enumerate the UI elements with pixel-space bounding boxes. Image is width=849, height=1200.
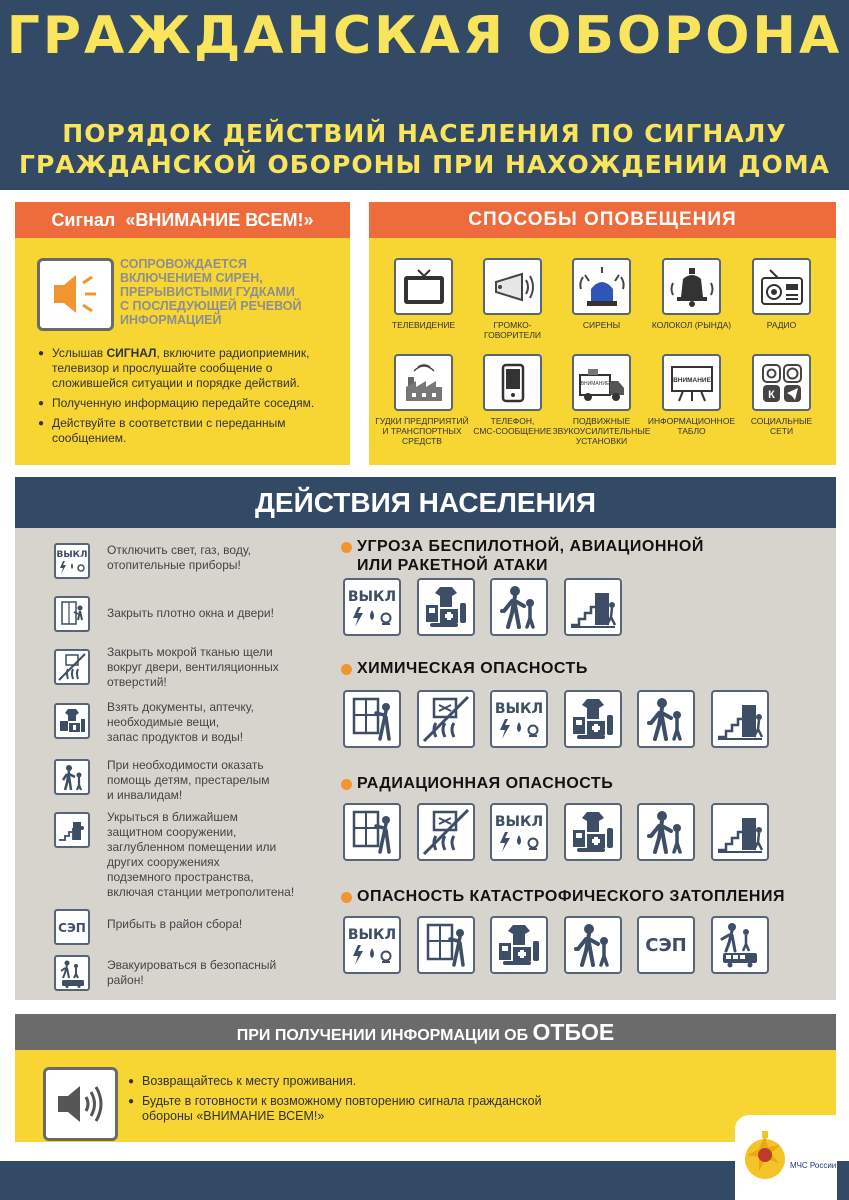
legend-text-shelter [107, 810, 322, 900]
evacuate-icon [54, 955, 90, 991]
help-people-icon [637, 803, 695, 861]
label-text: ТЕЛЕФОН, СМС-СООБЩЕНИЕ [473, 416, 552, 436]
category-bullet [341, 892, 352, 903]
truck-icon [572, 354, 631, 411]
method-label-sirens: СИРЕНЫ [582, 320, 621, 330]
social-icon [752, 354, 811, 411]
seal-vent-icon [417, 690, 475, 748]
category-title-text: УГРОЗА БЕСПИЛОТНОЙ, АВИАЦИОННОЙ ИЛИ РАКЕТНОЙ АТАКИ [357, 538, 704, 574]
switch-off-icon [343, 578, 401, 636]
shelter-icon [711, 690, 769, 748]
board-label: ВНИМАНИЕ [672, 376, 711, 384]
phone-icon [483, 354, 542, 411]
help-people-icon [490, 578, 548, 636]
page-title: ГРАЖДАНСКАЯ ОБОРОНА [6, 6, 843, 66]
category-title-air-attack [357, 537, 827, 575]
category-bullet [341, 664, 352, 675]
shelter-icon [711, 803, 769, 861]
svg-text:ВЫКЛ: ВЫКЛ [347, 589, 397, 605]
legend-text-sep [107, 917, 322, 932]
all-clear-header [15, 1014, 836, 1050]
legend-text-help [107, 758, 322, 803]
method-label-loudspeaker [466, 320, 559, 340]
legend-text: Прибыть в район сбора! [107, 917, 243, 931]
switch-off-icon [54, 543, 90, 579]
bullet-text: , включите радиоприемник, телевизор и прослушайте сообщение о сложившейся ситуации и порядке действий. [52, 346, 310, 390]
signal-title-prefix: Сигнал [51, 210, 116, 230]
seal-vent-icon [54, 649, 90, 685]
svg-text:ВНИМАНИЕ: ВНИМАНИЕ [580, 380, 609, 387]
category-bullet [341, 542, 352, 553]
label-text: ГРОМКО- ГОВОРИТЕЛИ [483, 320, 542, 340]
help-people-icon [637, 690, 695, 748]
method-label-factory [372, 416, 472, 446]
siren-speaker-icon [37, 258, 114, 331]
method-label-radio: РАДИО [766, 320, 797, 330]
footer-bar [0, 1161, 849, 1200]
signal-bullet-2: ● Полученную информацию передайте соседям. [38, 396, 338, 411]
signal-instructions [38, 346, 338, 451]
legend-text: Эвакуироваться в безопасный район! [107, 958, 277, 987]
method-label-phone [464, 416, 561, 436]
svg-text:СЭП: СЭП [645, 935, 687, 956]
documents-kit-icon [490, 916, 548, 974]
legend-text-switch-off [107, 543, 322, 573]
loudspeaker-icon [483, 258, 542, 315]
close-window-icon [417, 916, 475, 974]
legend-text-close-windows [107, 606, 322, 621]
documents-kit-icon [54, 703, 90, 739]
subtitle-line-1: ПОРЯДОК ДЕЙСТВИЙ НАСЕЛЕНИЯ ПО СИГНАЛУ [62, 119, 787, 148]
documents-kit-icon [564, 690, 622, 748]
evacuate-icon [711, 916, 769, 974]
legend-text: Закрыть плотно окна и двери! [107, 606, 274, 620]
svg-text:ВЫКЛ: ВЫКЛ [347, 927, 397, 943]
all-clear-title: ПРИ ПОЛУЧЕНИИ ИНФОРМАЦИИ ОБ [236, 1027, 533, 1044]
close-window-icon [343, 690, 401, 748]
signal-panel-header [15, 202, 350, 238]
method-label-info-board [643, 416, 740, 436]
legend-text: Взять документы, аптечку, необходимые вещи, запас продуктов и воды! [107, 700, 254, 744]
switch-off-icon [490, 803, 548, 861]
category-title-chemical: ХИМИЧЕСКАЯ ОПАСНОСТЬ [357, 660, 588, 677]
method-label-tv: ТЕЛЕВИДЕНИЕ [391, 320, 456, 330]
label-text: ИНФОРМАЦИОННОЕ ТАБЛО [647, 416, 736, 436]
svg-text:ВЫКЛ: ВЫКЛ [494, 701, 544, 717]
bullet-text: Услышав [52, 346, 107, 360]
documents-kit-icon [564, 803, 622, 861]
help-people-icon [564, 916, 622, 974]
method-label-bell: КОЛОКОЛ (РЫНДА) [651, 320, 732, 330]
factory-icon [394, 354, 453, 411]
documents-kit-icon [417, 578, 475, 636]
page-subtitle [0, 118, 849, 180]
help-people-icon [54, 759, 90, 795]
all-clear-instructions [128, 1074, 548, 1129]
svg-text:К: К [767, 388, 775, 401]
legend-text: Закрыть мокрой тканью щели вокруг двери, вентиляционных отверстий! [107, 645, 279, 689]
signal-bullet-3: ● Действуйте в соответствии с переданным сообщением. [38, 416, 338, 446]
signal-desc-line: ВКЛЮЧЕНИЕМ СИРЕН, [120, 271, 263, 285]
legend-text: При необходимости оказать помощь детям, престарелым и инвалидам! [107, 758, 270, 802]
switch-off-icon [490, 690, 548, 748]
svg-text:ВЫКЛ: ВЫКЛ [494, 814, 544, 830]
label-text: ГУДКИ ПРЕДПРИЯТИЙ И ТРАНСПОРТНЫХ СРЕДСТВ [375, 416, 469, 446]
siren-icon [572, 258, 631, 315]
label-text: СОЦИАЛЬНЫЕ СЕТИ [750, 416, 813, 436]
actions-header: ДЕЙСТВИЯ НАСЕЛЕНИЯ [15, 477, 836, 528]
method-label-mobile-units [550, 416, 653, 446]
legend-text-seal-vents [107, 645, 322, 690]
category-bullet [341, 779, 352, 790]
board-icon [662, 354, 721, 411]
signal-desc-line: ИНФОРМАЦИЕЙ [120, 313, 222, 327]
emercom-logo-text: МЧС России [790, 1161, 837, 1170]
subtitle-line-2: ГРАЖДАНСКОЙ ОБОРОНЫ ПРИ НАХОЖДЕНИИ ДОМА [19, 150, 830, 179]
shelter-icon [564, 578, 622, 636]
vykl-label: ВЫКЛ [56, 550, 88, 560]
legend-text: Отключить свет, газ, воду, отопительные приборы! [107, 543, 251, 572]
signal-description [120, 257, 320, 327]
label-text: ПОДВИЖНЫЕ ЗВУКОУСИЛИТЕЛЬНЫЕ УСТАНОВКИ [552, 416, 651, 446]
legend-text-evacuate [107, 958, 322, 988]
close-window-icon [54, 596, 90, 632]
signal-title-name: «ВНИМАНИЕ ВСЕМ!» [125, 210, 314, 230]
signal-bullet-1 [38, 346, 338, 391]
emercom-logo [735, 1115, 837, 1200]
signal-desc-line: СОПРОВОЖДАЕТСЯ [120, 257, 247, 271]
close-window-icon [343, 803, 401, 861]
category-title-radiation: РАДИАЦИОННАЯ ОПАСНОСТЬ [357, 775, 614, 792]
sep-icon [54, 909, 90, 945]
legend-text-documents [107, 700, 322, 745]
signal-desc-line: ПРЕРЫВИСТЫМИ ГУДКАМИ [120, 285, 295, 299]
methods-panel-header: СПОСОБЫ ОПОВЕЩЕНИЯ [369, 202, 836, 238]
all-clear-title-emphasis: ОТБОЕ [532, 1019, 615, 1045]
tv-icon [394, 258, 453, 315]
signal-desc-line: С ПОСЛЕДУЮЩЕЙ РЕЧЕВОЙ [120, 299, 302, 313]
all-clear-bullet-2: ● Будьте в готовности к возможному повторению сигнала гражданской обороны «ВНИМАНИЕ ВСЕМ!» [128, 1094, 548, 1124]
seal-vent-icon [417, 803, 475, 861]
sep-icon [637, 916, 695, 974]
shelter-icon [54, 812, 90, 848]
speaker-icon [43, 1067, 118, 1141]
method-label-social [735, 416, 828, 436]
bullet-bold: СИГНАЛ [106, 346, 157, 360]
bell-icon [662, 258, 721, 315]
switch-off-icon [343, 916, 401, 974]
legend-text: Укрыться в ближайшем защитном сооружении, заглубленном помещении или других сооружениях подземного пространства, включая станции метрополитена! [107, 810, 295, 899]
radio-icon [752, 258, 811, 315]
category-title-flood: ОПАСНОСТЬ КАТАСТРОФИЧЕСКОГО ЗАТОПЛЕНИЯ [357, 888, 785, 905]
all-clear-bullet-1: ● Возвращайтесь к месту проживания. [128, 1074, 548, 1089]
sep-label: СЭП [58, 921, 86, 935]
